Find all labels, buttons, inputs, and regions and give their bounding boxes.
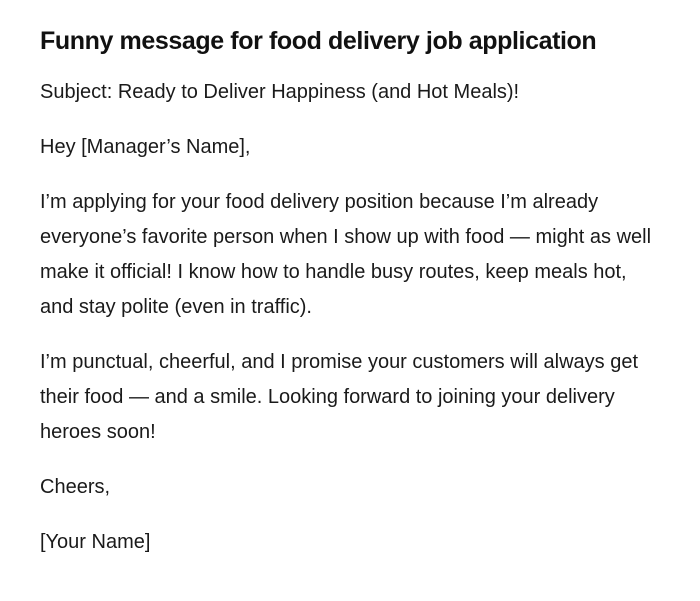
closing: Cheers,: [40, 476, 111, 498]
greeting: Hey [Manager’s Name],: [40, 136, 251, 158]
body-paragraph-1: I’m applying for your food delivery position because I’m already everyone’s favorite person when I show up with food — might as well make it official! I know how to handle busy routes, keep meals hot, and stay polite (even in traffic).: [40, 191, 652, 318]
document: [40, 24, 660, 560]
document-title: Funny message for food delivery job application: [40, 27, 597, 55]
signature: [Your Name]: [40, 531, 151, 553]
body-paragraph-2: I’m punctual, cheerful, and I promise your customers will always get their food — and a smile. Looking forward to joining your delivery heroes soon!: [40, 351, 639, 443]
subject-line: Subject: Ready to Deliver Happiness (and Hot Meals)!: [40, 81, 520, 103]
